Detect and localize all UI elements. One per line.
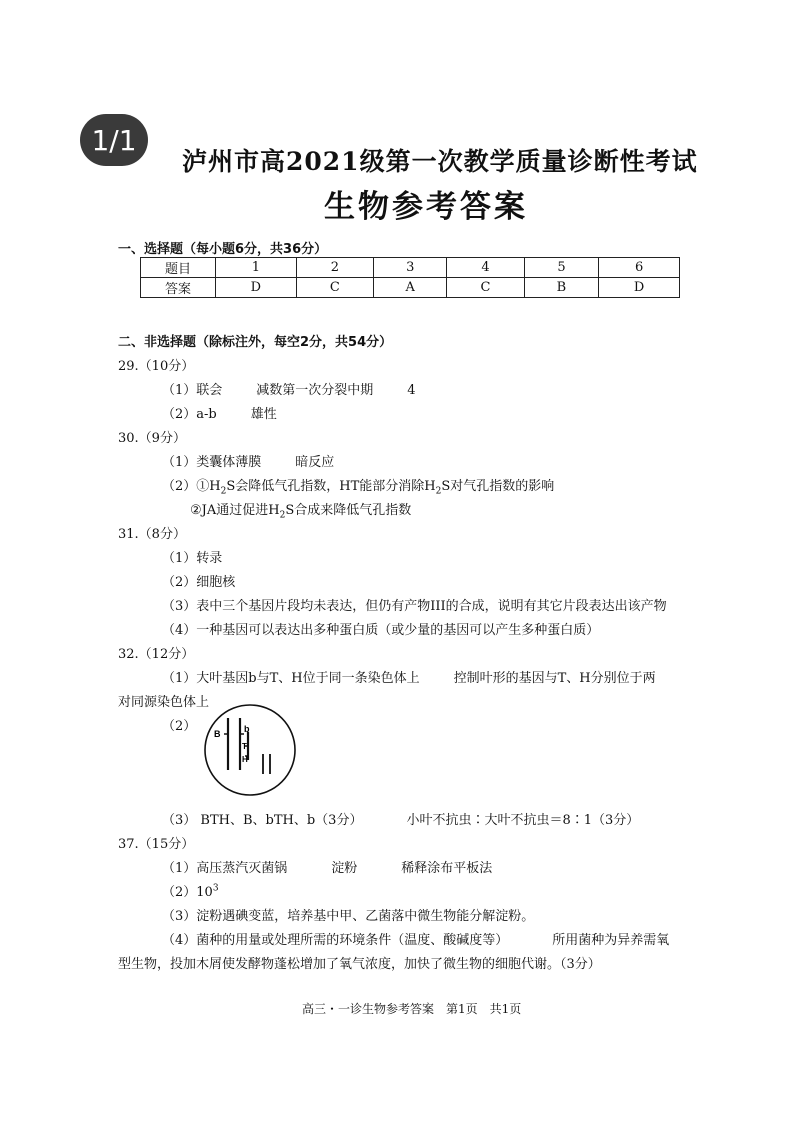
cell-outline — [205, 705, 295, 795]
answer-text: 小叶不抗虫∶大叶不抗虫＝8∶1（3分） — [406, 813, 640, 828]
subscript: 2 — [279, 510, 286, 521]
answer-text: 雄性 — [250, 407, 277, 422]
q37-answer-2 — [162, 881, 219, 900]
answer-table — [140, 257, 680, 298]
answer-cell: B — [524, 278, 599, 298]
answer-text: 暗反应 — [295, 455, 335, 470]
answer-text: （2）a-b — [162, 407, 217, 422]
q32-answer-2-label: （2） — [162, 719, 197, 734]
answer-text: （1）联会 — [162, 383, 223, 398]
answer-text: 稀释涂布平板法 — [401, 861, 493, 876]
answer-text: S会降低气孔指数，HT能部分消除H — [226, 479, 436, 494]
answer-text: （3） BTH、B、bTH、b（3分） — [162, 813, 363, 828]
q29-answer-1 — [162, 379, 416, 398]
gene-label-H: H — [242, 755, 248, 764]
q30-answer-2 — [162, 475, 554, 497]
q32-heading: 32.（12分） — [118, 647, 195, 662]
q31-answer-3: （3）表中三个基因片段均未表达，但仍有产物III的合成，说明有其它片段表达出该产物 — [162, 599, 667, 614]
q37-answer-4 — [162, 929, 669, 948]
chromosome-cell-diagram — [202, 702, 298, 798]
row-header: 题目 — [141, 258, 216, 278]
q31-answer-4: （4）一种基因可以表达出多种蛋白质（或少量的基因可以产生多种蛋白质） — [162, 623, 600, 638]
q30-heading: 30.（9分） — [118, 431, 186, 446]
superscript: 3 — [212, 883, 219, 894]
page-footer: 高三・一诊生物参考答案 第1页 共1页 — [302, 1002, 522, 1016]
q29-answer-2 — [162, 403, 277, 422]
answer-text: 淀粉 — [331, 861, 358, 876]
table-row — [141, 258, 680, 278]
gene-label-b: b — [244, 724, 250, 734]
q31-answer-1: （1）转录 — [162, 551, 223, 566]
q30-answer-1 — [162, 451, 334, 470]
exam-title: 泸州市高2021级第一次教学质量诊断性考试 — [182, 147, 698, 176]
answer-cell: C — [296, 278, 373, 298]
section1-heading: 一、选择题（每小题6分，共36分） — [118, 242, 328, 257]
section2-heading: 二、非选择题（除标注外，每空2分，共54分） — [118, 335, 393, 350]
answer-cell: C — [447, 278, 524, 298]
answer-text: （4）菌种的用量或处理所需的环境条件（温度、酸碱度等） — [162, 933, 509, 948]
question-number: 6 — [599, 258, 680, 278]
question-number: 3 — [374, 258, 447, 278]
answer-text: 4 — [407, 383, 416, 398]
answer-text: （2）10 — [162, 885, 213, 900]
gene-label-T: T — [242, 742, 247, 751]
gene-label-B: B — [214, 729, 221, 739]
q32-answer-1 — [162, 667, 656, 686]
answer-cell: D — [216, 278, 297, 298]
answer-text: S对气孔指数的影响 — [441, 479, 555, 494]
q30-answer-3 — [190, 499, 411, 521]
table-row — [141, 278, 680, 298]
q37-heading: 37.（15分） — [118, 837, 195, 852]
page-badge: 1/1 — [80, 114, 148, 166]
answer-text: 减数第一次分裂中期 — [256, 383, 374, 398]
q32-answer-3 — [162, 809, 639, 828]
answer-text: 控制叶形的基因与T、H分别位于两 — [453, 671, 656, 686]
question-number: 2 — [296, 258, 373, 278]
q29-heading: 29.（10分） — [118, 359, 195, 374]
answer-text: ②JA通过促进H — [190, 503, 280, 518]
subscript: 2 — [220, 486, 227, 497]
answer-text: （1）类囊体薄膜 — [162, 455, 262, 470]
answer-text: （1）高压蒸汽灭菌锅 — [162, 861, 288, 876]
q31-answer-2: （2）细胞核 — [162, 575, 236, 590]
answer-text: （1）大叶基因b与T、H位于同一条染色体上 — [162, 671, 420, 686]
row-header: 答案 — [141, 278, 216, 298]
question-number: 5 — [524, 258, 599, 278]
answer-text: S合成来降低气孔指数 — [285, 503, 412, 518]
answer-text: （2）①H — [162, 479, 221, 494]
answer-text: 所用菌种为异养需氧 — [552, 933, 670, 948]
q37-answer-3: （3）淀粉遇碘变蓝，培养基中甲、乙菌落中微生物能分解淀粉。 — [162, 909, 535, 924]
subscript: 2 — [435, 486, 442, 497]
q31-heading: 31.（8分） — [118, 527, 186, 542]
q37-answer-1 — [162, 857, 492, 876]
question-number: 4 — [447, 258, 524, 278]
answer-cell: D — [599, 278, 680, 298]
q37-answer-4-cont: 型生物，投加木屑使发酵物蓬松增加了氧气浓度，加快了微生物的细胞代谢。（3分） — [118, 957, 601, 972]
answer-cell: A — [374, 278, 447, 298]
question-number: 1 — [216, 258, 297, 278]
answer-key-title: 生物参考答案 — [324, 189, 528, 225]
q32-answer-1-cont: 对同源染色体上 — [118, 695, 210, 710]
